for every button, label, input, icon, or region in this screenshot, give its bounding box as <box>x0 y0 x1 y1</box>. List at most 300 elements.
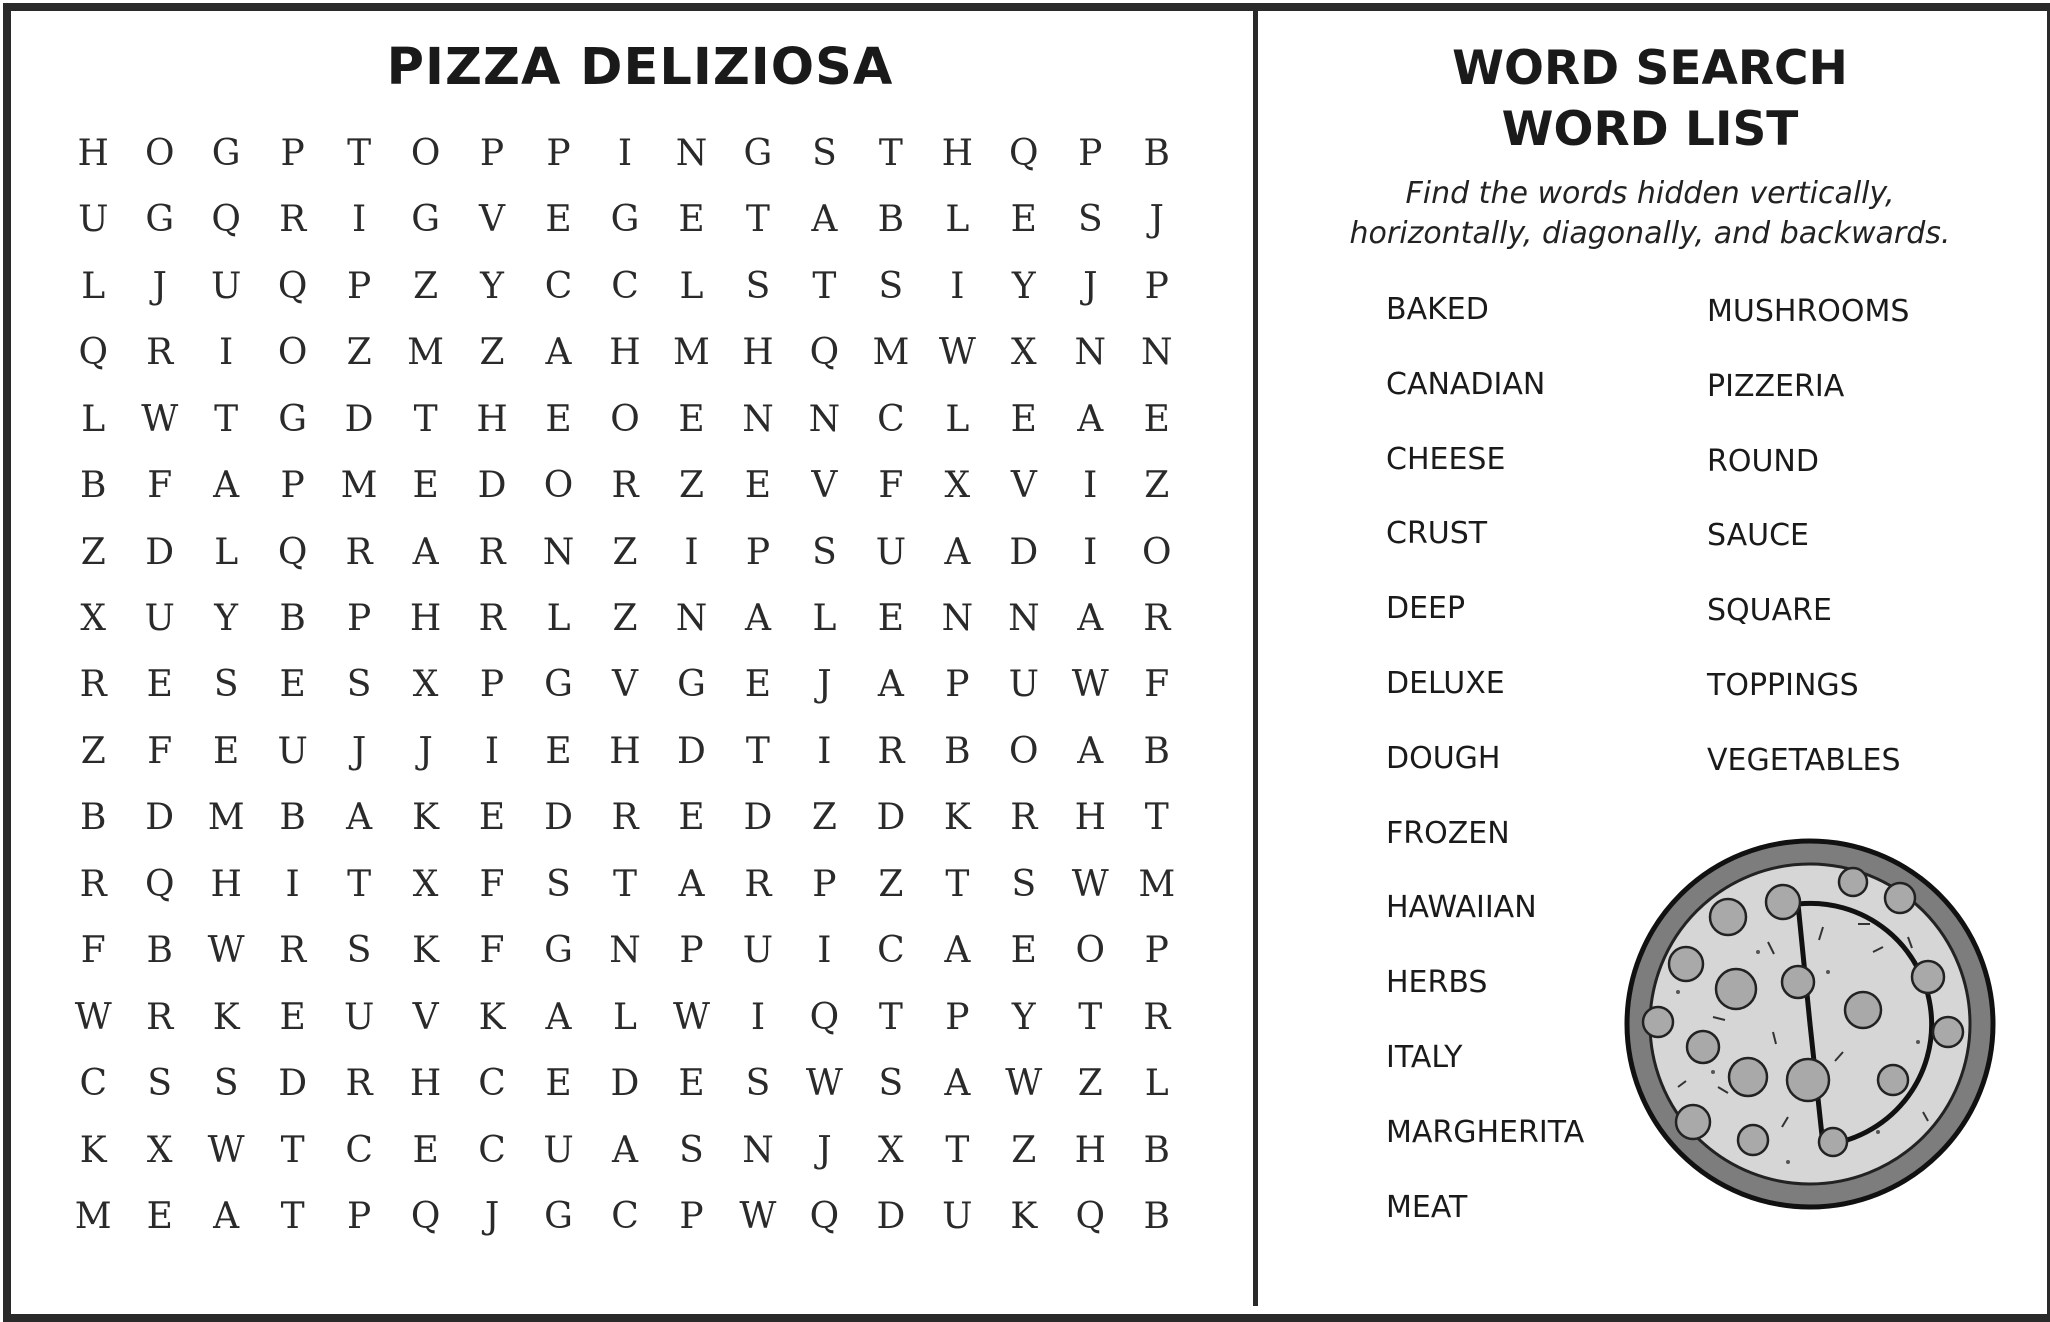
grid-letter[interactable]: M <box>340 465 378 507</box>
grid-letter[interactable]: W <box>1005 1063 1043 1105</box>
grid-letter[interactable]: W <box>672 996 710 1038</box>
grid-letter[interactable]: C <box>345 1129 373 1171</box>
grid-letter[interactable]: J <box>484 1196 500 1238</box>
grid-letter[interactable]: H <box>476 398 508 440</box>
grid-letter[interactable]: P <box>812 863 837 905</box>
grid-letter[interactable]: T <box>214 398 239 440</box>
grid-letter[interactable]: T <box>612 863 637 905</box>
grid-letter[interactable]: S <box>679 1129 704 1171</box>
grid-letter[interactable]: U <box>211 265 242 307</box>
grid-letter[interactable]: G <box>544 930 573 972</box>
grid-letter[interactable]: D <box>544 797 573 839</box>
grid-letter[interactable]: K <box>412 930 440 972</box>
grid-letter[interactable]: A <box>1077 598 1104 640</box>
grid-letter[interactable]: R <box>146 332 174 374</box>
grid-letter[interactable]: T <box>280 1129 305 1171</box>
grid-letter[interactable]: Z <box>80 531 106 573</box>
grid-letter[interactable]: W <box>739 1196 777 1238</box>
grid-letter[interactable]: K <box>79 1129 107 1171</box>
grid-letter[interactable]: I <box>817 930 832 972</box>
grid-letter[interactable]: F <box>479 863 505 905</box>
grid-letter[interactable]: U <box>343 996 375 1038</box>
grid-letter[interactable]: K <box>1010 1196 1038 1238</box>
grid-letter[interactable]: G <box>145 199 175 241</box>
grid-letter[interactable]: I <box>351 199 367 241</box>
instructions <box>1265 174 2035 254</box>
grid-letter[interactable]: G <box>677 664 706 706</box>
grid-letter[interactable]: B <box>1143 730 1170 772</box>
grid-letter[interactable]: J <box>817 1129 832 1171</box>
grid-letter[interactable]: J <box>152 265 167 307</box>
grid-letter[interactable]: I <box>950 265 965 307</box>
grid-letter[interactable]: P <box>745 531 771 573</box>
grid-letter[interactable]: N <box>808 398 841 440</box>
word-list-item: MEAT <box>1386 1189 1468 1225</box>
grid-letter[interactable]: E <box>1010 398 1037 440</box>
grid-letter[interactable]: R <box>611 797 639 839</box>
grid-letter[interactable]: G <box>610 199 640 241</box>
grid-letter[interactable]: X <box>944 465 971 507</box>
grid-letter[interactable]: R <box>1010 797 1038 839</box>
grid-letter[interactable]: W <box>1071 664 1109 706</box>
grid-letter[interactable]: I <box>219 332 234 374</box>
grid-letter[interactable]: I <box>684 531 699 573</box>
grid-letter[interactable]: W <box>74 996 112 1038</box>
grid-letter[interactable]: N <box>1074 332 1107 374</box>
grid-letter[interactable]: M <box>872 332 910 374</box>
grid-letter[interactable]: A <box>1077 398 1104 440</box>
grid-letter[interactable]: T <box>812 265 837 307</box>
grid-letter[interactable]: S <box>745 1063 771 1105</box>
grid-letter[interactable]: B <box>279 797 306 839</box>
grid-letter[interactable]: Z <box>1144 465 1170 507</box>
grid-letter[interactable]: U <box>742 930 774 972</box>
grid-letter[interactable]: R <box>478 598 506 640</box>
grid-letter[interactable]: R <box>345 531 373 573</box>
grid-letter[interactable]: K <box>212 996 240 1038</box>
grid-letter[interactable]: J <box>418 730 433 772</box>
grid-letter[interactable]: U <box>543 1129 574 1171</box>
grid-letter[interactable]: W <box>207 1129 245 1171</box>
grid-letter[interactable]: E <box>213 730 240 772</box>
grid-letter[interactable]: E <box>478 797 506 839</box>
grid-letter[interactable]: R <box>877 730 905 772</box>
grid-letter[interactable]: P <box>1144 930 1169 972</box>
grid-letter[interactable]: G <box>278 398 308 440</box>
grid-letter[interactable]: N <box>1141 332 1173 374</box>
grid-letter[interactable]: B <box>877 199 905 241</box>
grid-letter[interactable]: S <box>213 664 239 706</box>
grid-letter[interactable]: H <box>609 730 641 772</box>
grid-letter[interactable]: Z <box>878 863 904 905</box>
grid-letter[interactable]: C <box>611 265 639 307</box>
grid-letter[interactable]: L <box>812 598 837 640</box>
word-list-item: PIZZERIA <box>1707 368 1845 404</box>
grid-letter[interactable]: E <box>678 797 705 839</box>
grid-letter[interactable]: G <box>211 132 241 174</box>
grid-letter[interactable]: O <box>277 332 308 374</box>
grid-letter[interactable]: A <box>1077 730 1104 772</box>
grid-letter[interactable]: K <box>943 797 971 839</box>
grid-letter[interactable]: C <box>478 1129 506 1171</box>
grid-letter[interactable]: Q <box>1075 1196 1106 1238</box>
grid-letter[interactable]: C <box>478 1063 506 1105</box>
word-list-item: MARGHERITA <box>1386 1114 1585 1150</box>
grid-letter[interactable]: E <box>545 1063 572 1105</box>
grid-letter[interactable]: V <box>479 199 506 241</box>
grid-letter[interactable]: I <box>484 730 500 772</box>
grid-letter[interactable]: N <box>1008 598 1040 640</box>
instructions-line2: horizontally, diagonally, and backwards. <box>1349 216 1951 251</box>
grid-letter[interactable]: O <box>1009 730 1039 772</box>
grid-letter[interactable]: U <box>78 199 109 241</box>
grid-letter[interactable]: A <box>346 797 373 839</box>
grid-letter[interactable]: Z <box>80 730 106 772</box>
grid-letter[interactable]: M <box>74 1196 112 1238</box>
grid-letter[interactable]: L <box>81 398 106 440</box>
grid-letter[interactable]: S <box>346 930 372 972</box>
grid-letter[interactable]: D <box>743 797 773 839</box>
grid-letter[interactable]: D <box>278 1063 308 1105</box>
grid-letter[interactable]: R <box>345 1063 373 1105</box>
grid-letter[interactable]: S <box>878 265 904 307</box>
grid-letter[interactable]: X <box>412 664 439 706</box>
grid-letter[interactable]: Q <box>1009 132 1039 174</box>
grid-letter[interactable]: S <box>1011 863 1037 905</box>
grid-letter[interactable]: Q <box>809 1196 840 1238</box>
grid-letter[interactable]: N <box>675 132 708 174</box>
grid-letter[interactable]: W <box>207 930 245 972</box>
grid-letter[interactable]: U <box>144 598 175 640</box>
grid-letter[interactable]: D <box>145 531 175 573</box>
grid-letter[interactable]: A <box>611 1129 638 1171</box>
grid-letter[interactable]: A <box>744 598 771 640</box>
grid-letter[interactable]: Q <box>144 863 175 905</box>
grid-letter[interactable]: T <box>745 730 770 772</box>
grid-letter[interactable]: B <box>146 930 173 972</box>
grid-letter[interactable]: M <box>407 332 445 374</box>
grid-letter[interactable]: E <box>678 1063 705 1105</box>
grid-letter[interactable]: L <box>945 398 970 440</box>
grid-letter[interactable]: Z <box>413 265 439 307</box>
grid-letter[interactable]: A <box>944 1063 971 1105</box>
grid-letter[interactable]: X <box>412 863 439 905</box>
grid-letter[interactable]: F <box>479 930 505 972</box>
grid-letter[interactable]: S <box>147 1063 173 1105</box>
grid-letter[interactable]: E <box>545 199 572 241</box>
grid-letter[interactable]: Y <box>480 265 504 307</box>
grid-letter[interactable]: N <box>742 1129 774 1171</box>
grid-letter[interactable]: F <box>1144 664 1170 706</box>
grid-letter[interactable]: L <box>613 996 637 1038</box>
grid-letter[interactable]: O <box>410 132 441 174</box>
grid-letter[interactable]: A <box>678 863 705 905</box>
grid-letter[interactable]: L <box>945 199 970 241</box>
grid-letter[interactable]: P <box>546 132 571 174</box>
grid-letter[interactable]: F <box>80 930 106 972</box>
grid-letter[interactable]: A <box>545 332 572 374</box>
grid-letter[interactable]: Q <box>809 996 840 1038</box>
grid-letter[interactable]: A <box>213 465 240 507</box>
grid-letter[interactable]: T <box>878 996 903 1038</box>
grid-letter[interactable]: P <box>346 1196 372 1238</box>
grid-letter[interactable]: Q <box>277 265 308 307</box>
grid-letter[interactable]: I <box>750 996 766 1038</box>
grid-letter[interactable]: P <box>280 132 305 174</box>
grid-letter[interactable]: D <box>1009 531 1039 573</box>
grid-letter[interactable]: R <box>611 465 639 507</box>
grid-letter[interactable]: H <box>941 132 974 174</box>
grid-letter[interactable]: T <box>413 398 438 440</box>
grid-letter[interactable]: D <box>610 1063 640 1105</box>
grid-letter[interactable]: F <box>147 730 173 772</box>
grid-letter[interactable]: E <box>146 1196 173 1238</box>
grid-letter[interactable]: R <box>744 863 772 905</box>
grid-letter[interactable]: T <box>1144 797 1169 839</box>
grid-letter[interactable]: I <box>1083 465 1098 507</box>
grid-letter[interactable]: A <box>545 996 572 1038</box>
grid-letter[interactable]: P <box>479 664 505 706</box>
grid-letter[interactable]: E <box>1143 398 1170 440</box>
grid-letter[interactable]: N <box>941 598 974 640</box>
grid-letter[interactable]: P <box>945 664 970 706</box>
column-divider <box>1253 10 1258 1306</box>
grid-letter[interactable]: W <box>805 1063 843 1105</box>
grid-letter[interactable]: O <box>1075 930 1106 972</box>
grid-letter[interactable]: D <box>677 730 706 772</box>
grid-letter[interactable]: N <box>675 598 708 640</box>
grid-letter[interactable]: P <box>945 996 970 1038</box>
grid-letter[interactable]: H <box>77 132 109 174</box>
grid-letter[interactable]: S <box>1077 199 1103 241</box>
grid-letter[interactable]: E <box>744 664 772 706</box>
grid-letter[interactable]: G <box>544 664 573 706</box>
grid-letter[interactable]: I <box>1083 531 1098 573</box>
grid-letter[interactable]: J <box>1083 265 1098 307</box>
grid-letter[interactable]: I <box>817 730 832 772</box>
grid-letter[interactable]: R <box>79 664 107 706</box>
grid-letter[interactable]: H <box>1074 797 1106 839</box>
grid-letter[interactable]: Z <box>612 531 638 573</box>
grid-letter[interactable]: J <box>351 730 367 772</box>
grid-letter[interactable]: A <box>412 531 439 573</box>
grid-letter[interactable]: B <box>944 730 971 772</box>
grid-letter[interactable]: Y <box>1011 996 1036 1038</box>
grid-letter[interactable]: H <box>609 332 641 374</box>
grid-letter[interactable]: K <box>478 996 506 1038</box>
grid-letter[interactable]: A <box>213 1196 240 1238</box>
grid-letter[interactable]: T <box>878 132 903 174</box>
grid-letter[interactable]: T <box>945 863 970 905</box>
grid-letter[interactable]: A <box>877 664 904 706</box>
grid-letter[interactable]: P <box>1144 265 1169 307</box>
grid-letter[interactable]: C <box>877 398 905 440</box>
grid-letter[interactable]: R <box>478 531 506 573</box>
grid-letter[interactable]: L <box>546 598 571 640</box>
grid-letter[interactable]: Q <box>211 199 241 241</box>
grid-letter[interactable]: P <box>1078 132 1103 174</box>
grid-letter[interactable]: Z <box>612 598 638 640</box>
grid-letter[interactable]: O <box>144 132 175 174</box>
grid-letter[interactable]: E <box>1010 199 1037 241</box>
grid-letter[interactable]: L <box>679 265 704 307</box>
grid-letter[interactable]: T <box>1078 996 1103 1038</box>
grid-letter[interactable]: E <box>678 398 705 440</box>
grid-letter[interactable]: E <box>877 598 905 640</box>
grid-letter[interactable]: S <box>745 265 771 307</box>
grid-letter[interactable]: L <box>214 531 239 573</box>
grid-letter[interactable]: K <box>412 797 440 839</box>
grid-letter[interactable]: U <box>277 730 308 772</box>
grid-letter[interactable]: S <box>546 863 571 905</box>
grid-letter[interactable]: B <box>1143 132 1170 174</box>
grid-letter[interactable]: E <box>146 664 173 706</box>
grid-letter[interactable]: W <box>1071 863 1109 905</box>
grid-letter[interactable]: E <box>678 199 705 241</box>
grid-letter[interactable]: X <box>146 1129 173 1171</box>
grid-letter[interactable]: B <box>1143 1129 1170 1171</box>
grid-letter[interactable]: U <box>1008 664 1039 706</box>
grid-letter[interactable]: M <box>673 332 710 374</box>
grid-letter[interactable]: U <box>875 531 907 573</box>
grid-letter[interactable]: L <box>81 265 106 307</box>
grid-letter[interactable]: Q <box>410 1196 441 1238</box>
grid-letter[interactable]: D <box>876 1196 906 1238</box>
grid-letter[interactable]: E <box>279 664 306 706</box>
grid-letter[interactable]: S <box>878 1063 904 1105</box>
grid-letter[interactable]: S <box>346 664 372 706</box>
grid-letter[interactable]: H <box>409 1063 442 1105</box>
grid-letter[interactable]: I <box>285 863 300 905</box>
grid-letter[interactable]: Q <box>277 531 308 573</box>
grid-letter[interactable]: Z <box>678 465 704 507</box>
grid-letter[interactable]: J <box>817 664 832 706</box>
grid-letter[interactable]: H <box>1074 1129 1106 1171</box>
grid-letter[interactable]: E <box>545 730 572 772</box>
grid-letter[interactable]: M <box>1138 863 1176 905</box>
grid-letter[interactable]: B <box>279 598 306 640</box>
grid-letter[interactable]: C <box>877 930 905 972</box>
grid-letter[interactable]: O <box>543 465 574 507</box>
grid-letter[interactable]: O <box>1142 531 1172 573</box>
grid-letter[interactable]: V <box>1010 465 1037 507</box>
grid-letter[interactable]: E <box>744 465 772 507</box>
grid-letter[interactable]: V <box>611 664 638 706</box>
grid-letter[interactable]: Y <box>214 598 239 640</box>
grid-letter[interactable]: G <box>411 199 440 241</box>
grid-letter[interactable]: P <box>479 132 505 174</box>
grid-letter[interactable]: A <box>944 531 971 573</box>
grid-letter[interactable]: Z <box>346 332 372 374</box>
word-list-item: HAWAIIAN <box>1386 890 1537 926</box>
grid-letter[interactable]: E <box>1010 930 1037 972</box>
grid-letter[interactable]: X <box>80 598 107 640</box>
grid-letter[interactable]: N <box>742 398 774 440</box>
grid-letter[interactable]: E <box>412 1129 439 1171</box>
grid-letter[interactable]: R <box>146 996 174 1038</box>
grid-letter[interactable]: V <box>412 996 439 1038</box>
grid-letter[interactable]: T <box>347 132 372 174</box>
grid-letter[interactable]: E <box>412 465 439 507</box>
grid-letter[interactable]: L <box>1144 1063 1169 1105</box>
grid-letter[interactable]: P <box>346 265 372 307</box>
grid-letter[interactable]: R <box>279 199 307 241</box>
grid-letter[interactable]: Q <box>809 332 840 374</box>
word-list-title <box>1265 38 2035 160</box>
grid-letter[interactable]: X <box>878 1129 904 1171</box>
grid-letter[interactable]: Q <box>78 332 108 374</box>
grid-letter[interactable]: X <box>1010 332 1037 374</box>
grid-letter[interactable]: G <box>743 132 773 174</box>
grid-letter[interactable]: J <box>1149 199 1164 241</box>
grid-letter[interactable]: B <box>80 797 107 839</box>
grid-letter[interactable]: A <box>811 199 838 241</box>
grid-letter[interactable]: P <box>679 930 704 972</box>
grid-letter[interactable]: H <box>742 332 774 374</box>
grid-letter[interactable]: U <box>942 1196 973 1238</box>
grid-letter[interactable]: N <box>542 531 575 573</box>
grid-letter[interactable]: S <box>812 132 837 174</box>
grid-letter[interactable]: T <box>945 1129 970 1171</box>
grid-letter[interactable]: C <box>544 265 573 307</box>
grid-letter[interactable]: Y <box>1011 265 1036 307</box>
grid-letter[interactable]: Z <box>479 332 505 374</box>
grid-letter[interactable]: R <box>1143 598 1171 640</box>
grid-letter[interactable]: E <box>545 398 572 440</box>
grid-letter[interactable]: P <box>280 465 305 507</box>
grid-letter[interactable]: A <box>944 930 971 972</box>
grid-letter[interactable]: D <box>876 797 906 839</box>
grid-letter[interactable]: Z <box>811 797 837 839</box>
grid-letter[interactable]: H <box>210 863 242 905</box>
instructions-line1: Find the words hidden vertically, <box>1405 176 1895 211</box>
grid-letter[interactable]: E <box>279 996 306 1038</box>
grid-letter[interactable]: C <box>611 1196 639 1238</box>
grid-letter[interactable]: F <box>878 465 904 507</box>
grid-letter[interactable]: D <box>344 398 374 440</box>
grid-letter[interactable]: H <box>409 598 442 640</box>
grid-letter[interactable]: W <box>938 332 976 374</box>
grid-letter[interactable]: D <box>145 797 175 839</box>
grid-letter[interactable]: R <box>79 863 107 905</box>
grid-letter[interactable]: G <box>544 1196 573 1238</box>
grid-letter[interactable]: S <box>213 1063 239 1105</box>
grid-letter[interactable]: P <box>679 1196 704 1238</box>
grid-letter[interactable]: M <box>207 797 245 839</box>
grid-letter[interactable]: F <box>147 465 173 507</box>
word-list-item: CANADIAN <box>1386 366 1546 402</box>
grid-letter[interactable]: Z <box>1077 1063 1103 1105</box>
grid-letter[interactable]: O <box>610 398 640 440</box>
grid-letter[interactable]: T <box>745 199 770 241</box>
grid-letter[interactable]: T <box>347 863 372 905</box>
grid-letter[interactable]: B <box>80 465 107 507</box>
grid-letter[interactable]: Z <box>1011 1129 1037 1171</box>
grid-letter[interactable]: P <box>346 598 372 640</box>
grid-letter[interactable]: R <box>279 930 307 972</box>
grid-letter[interactable]: C <box>79 1063 107 1105</box>
grid-letter[interactable]: R <box>1143 996 1171 1038</box>
grid-letter[interactable]: B <box>1143 1196 1170 1238</box>
grid-letter[interactable]: I <box>617 132 633 174</box>
grid-letter[interactable]: V <box>811 465 838 507</box>
word-list-item: SAUCE <box>1707 518 1809 554</box>
grid-letter[interactable]: D <box>477 465 507 507</box>
grid-letter[interactable]: S <box>812 531 837 573</box>
grid-letter[interactable]: W <box>141 398 179 440</box>
grid-letter[interactable]: N <box>609 930 641 972</box>
grid-letter[interactable]: T <box>280 1196 305 1238</box>
